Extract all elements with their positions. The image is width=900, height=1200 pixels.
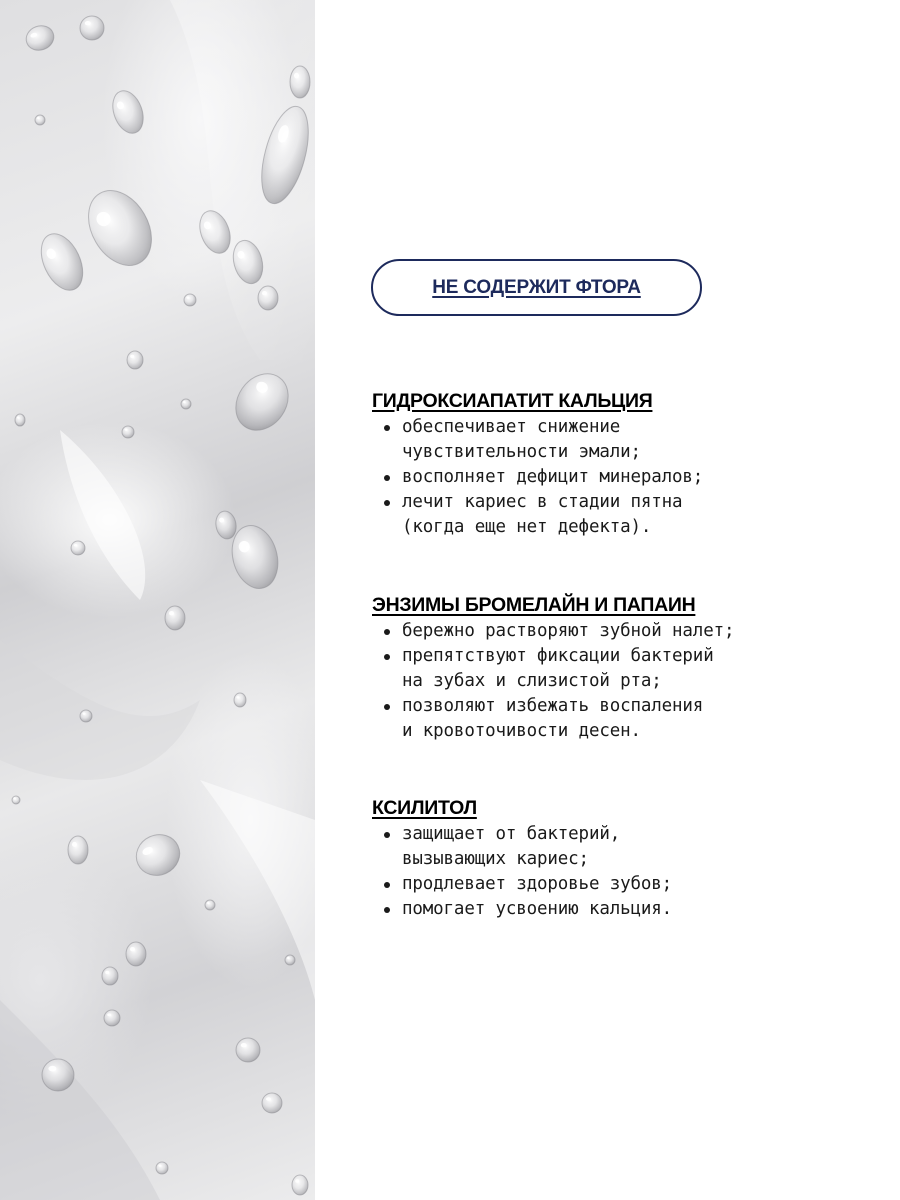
water-drop [102,967,118,985]
section-title: КСИЛИТОЛ [372,797,477,819]
list-item-text: восполняет дефицит минералов; [402,467,704,487]
list-item [372,897,872,922]
benefit-list [372,415,872,540]
bullet-icon [384,654,390,660]
water-drop [292,1175,308,1195]
list-item [372,415,872,465]
water-drop [165,606,185,630]
water-drop [42,1059,74,1091]
fluoride-free-badge [371,259,702,316]
water-drop [68,836,88,864]
section-title: ГИДРОКСИАПАТИТ КАЛЬЦИЯ [372,390,653,412]
list-item-text: лечит кариес в стадии пятна (когда еще нет дефекта). [402,492,683,537]
list-item [372,694,872,744]
badge-label: НЕ СОДЕРЖИТ ФТОРА [432,276,641,298]
list-item [372,490,872,540]
water-drop [181,399,191,409]
bullet-icon [384,425,390,431]
water-drops-illustration [0,0,315,1200]
water-drop [214,509,239,540]
water-drop [33,227,91,297]
water-drops-photo [0,0,315,1200]
bullet-icon [384,882,390,888]
water-drop [126,942,146,966]
bullet-icon [384,907,390,913]
bullet-icon [384,704,390,710]
section-xylitol [372,795,872,922]
water-drop [122,426,134,438]
water-drop [184,294,196,306]
water-drop [236,1038,260,1062]
bullet-icon [384,832,390,838]
list-item-text: обеспечивает снижение чувствительности эмали; [402,417,641,462]
water-drop [205,900,215,910]
water-drop [127,351,143,369]
list-item-text: защищает от бактерий, вызывающих кариес; [402,824,621,869]
water-drop [285,955,295,965]
list-item [372,619,872,644]
list-item-text: продлевает здоровье зубов; [402,874,673,894]
water-drop [12,796,20,804]
section-enzymes [372,592,872,744]
bullet-icon [384,629,390,635]
water-drop [104,1010,120,1026]
water-drop [23,22,58,54]
list-item [372,872,872,897]
list-item [372,465,872,490]
list-item [372,822,872,872]
water-drop [76,179,164,276]
list-item-text: помогает усвоению кальция. [402,899,673,919]
list-item-text: бережно растворяют зубной налет; [402,621,735,641]
water-drop [225,364,299,441]
water-drop [258,286,278,310]
section-calcium-hydroxyapatite [372,388,872,540]
benefit-list [372,822,872,922]
list-item [372,644,872,694]
water-drop [35,115,45,125]
water-drop [80,16,104,40]
water-drop [130,828,187,883]
water-drop [107,87,148,138]
benefit-list [372,619,872,744]
bullet-icon [384,500,390,506]
water-drop [156,1162,168,1174]
water-drop [71,541,85,555]
water-drop [234,693,246,707]
list-item-text: позволяют избежать воспаления и кровоточивости десен. [402,696,704,741]
section-title: ЭНЗИМЫ БРОМЕЛАЙН И ПАПАИН [372,594,696,616]
water-drop [80,710,92,722]
water-drop [290,66,310,98]
water-drop [15,414,25,426]
water-drop [262,1093,282,1113]
bullet-icon [384,475,390,481]
list-item-text: препятствуют фиксации бактерий на зубах и слизистой рта; [402,646,714,691]
